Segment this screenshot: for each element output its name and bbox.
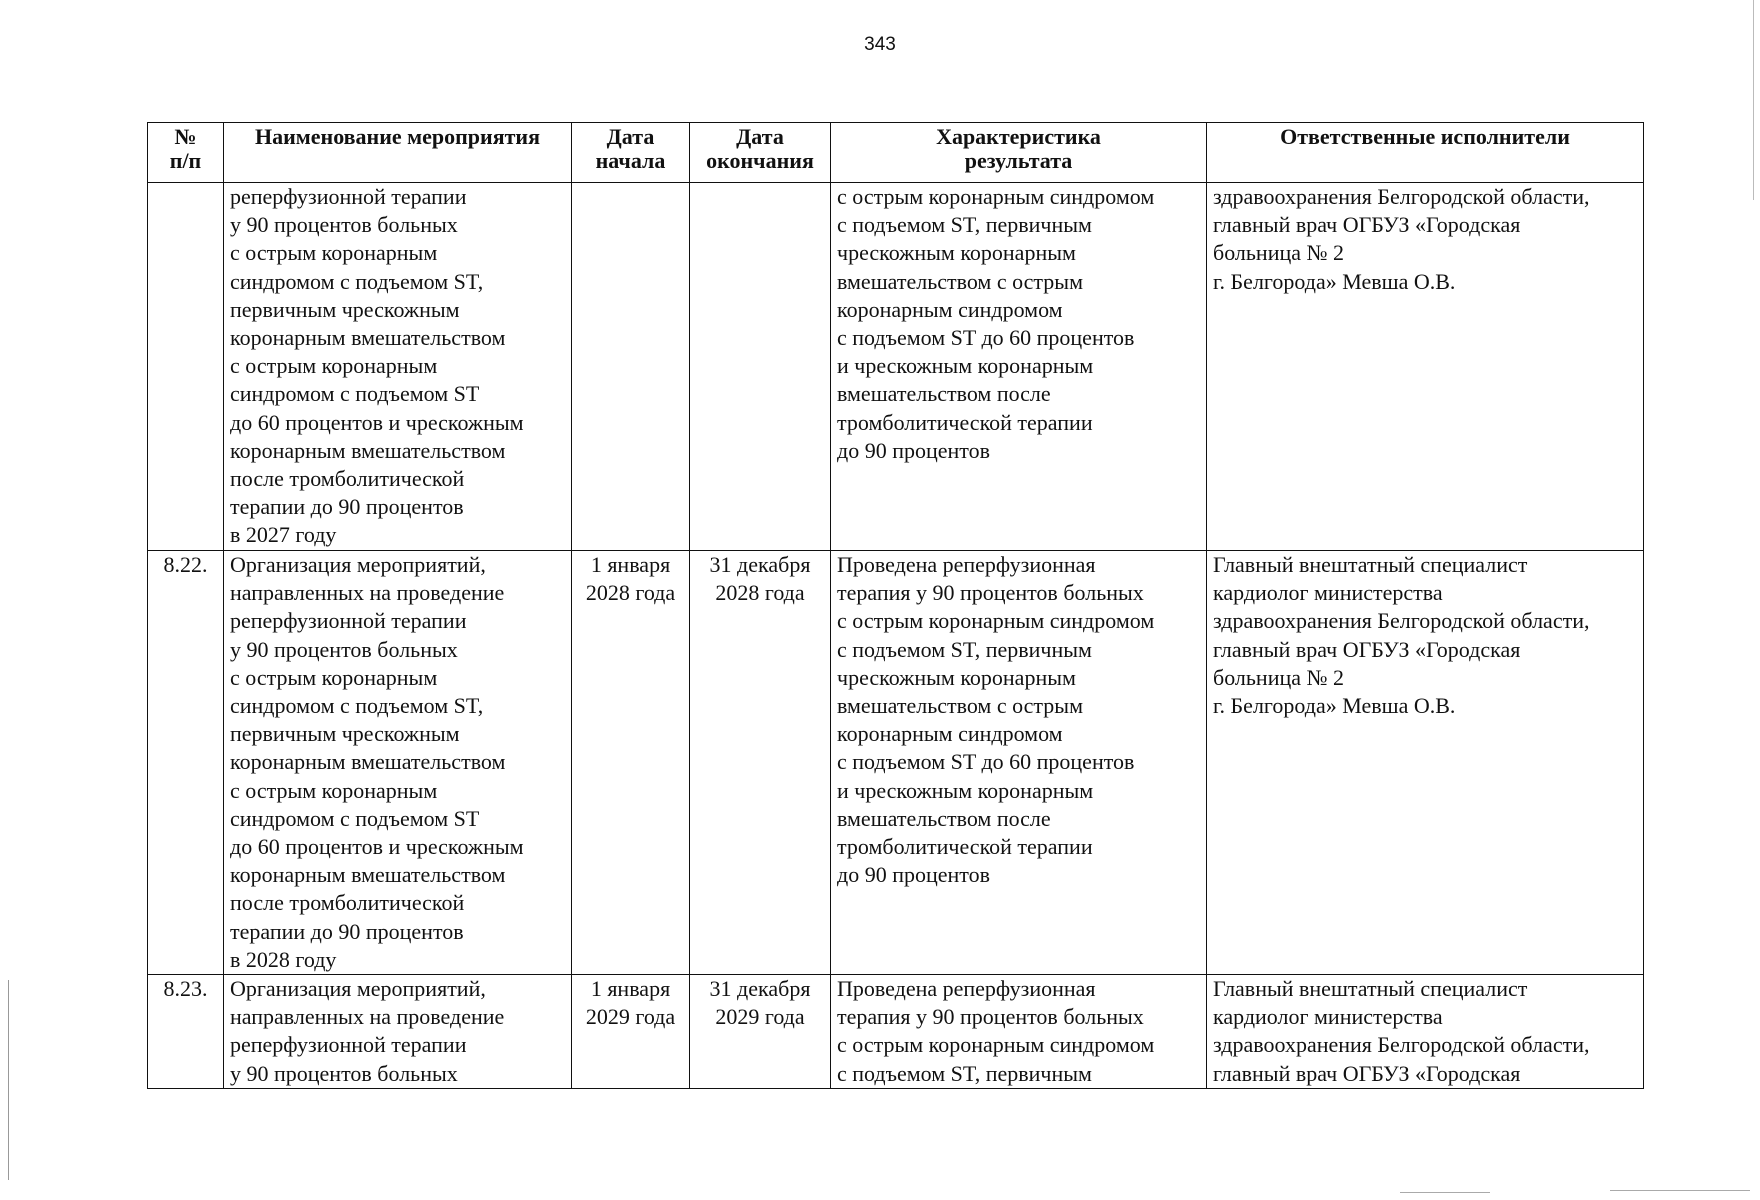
- header-start-date: Дата начала: [572, 123, 690, 183]
- scan-edge-left: [8, 980, 9, 1180]
- event-name: Организация мероприятий, направленных на проведение реперфузионной терапии у 90 процентов больных: [224, 975, 572, 1089]
- end-date: [690, 183, 831, 551]
- responsible-persons: здравоохранения Белгородской области, главный врач ОГБУЗ «Городская больница № 2 г. Белгорода» Мевша О.В.: [1207, 183, 1644, 551]
- events-table: [147, 122, 1644, 1089]
- row-number: 8.23.: [148, 975, 224, 1089]
- event-name: реперфузионной терапии у 90 процентов больных с острым коронарным синдромом с подъемом ST, первичным чрескожным коронарным вмешательством с острым коронарным синдромом с подъемом ST до 60 процентов и чрескожным коронарным вмешательством после тромболитической терапии до 90 процентов в 2027 году: [224, 183, 572, 551]
- end-date: 31 декабря 2029 года: [690, 975, 831, 1089]
- header-result: Характеристика результата: [831, 123, 1207, 183]
- scan-edge-right: [1753, 0, 1754, 200]
- result-description: Проведена реперфузионная терапия у 90 процентов больных с острым коронарным синдромом с подъемом ST, первичным: [831, 975, 1207, 1089]
- scan-artifact: [1610, 1190, 1750, 1191]
- row-number: 8.22.: [148, 551, 224, 975]
- table-row: [148, 183, 1644, 551]
- header-event-name: Наименование мероприятия: [224, 123, 572, 183]
- table-header-row: [148, 123, 1644, 183]
- row-number: [148, 183, 224, 551]
- start-date: 1 января 2028 года: [572, 551, 690, 975]
- scan-artifact: [1400, 1192, 1490, 1193]
- result-description: с острым коронарным синдромом с подъемом ST, первичным чрескожным коронарным вмешательством с острым коронарным синдромом с подъемом ST до 60 процентов и чрескожным коронарным вмешательством после тромболитической терапии до 90 процентов: [831, 183, 1207, 551]
- header-number: № п/п: [148, 123, 224, 183]
- start-date: 1 января 2029 года: [572, 975, 690, 1089]
- header-responsible: Ответственные исполнители: [1207, 123, 1644, 183]
- result-description: Проведена реперфузионная терапия у 90 процентов больных с острым коронарным синдромом с подъемом ST, первичным чрескожным коронарным вмешательством с острым коронарным синдромом с подъемом ST до 60 процентов и чрескожным коронарным вмешательством после тромболитической терапии до 90 процентов: [831, 551, 1207, 975]
- responsible-persons: Главный внештатный специалист кардиолог министерства здравоохранения Белгородской области, главный врач ОГБУЗ «Городская: [1207, 975, 1644, 1089]
- table-row: [148, 551, 1644, 975]
- header-end-date: Дата окончания: [690, 123, 831, 183]
- page-number: 343: [864, 34, 896, 55]
- responsible-persons: Главный внештатный специалист кардиолог министерства здравоохранения Белгородской области, главный врач ОГБУЗ «Городская больница № 2 г. Белгорода» Мевша О.В.: [1207, 551, 1644, 975]
- end-date: 31 декабря 2028 года: [690, 551, 831, 975]
- start-date: [572, 183, 690, 551]
- event-name: Организация мероприятий, направленных на проведение реперфузионной терапии у 90 процентов больных с острым коронарным синдромом с подъемом ST, первичным чрескожным коронарным вмешательством с острым коронарным синдромом с подъемом ST до 60 процентов и чрескожным коронарным вмешательством после тромболитической терапии до 90 процентов в 2028 году: [224, 551, 572, 975]
- table-row: [148, 975, 1644, 1089]
